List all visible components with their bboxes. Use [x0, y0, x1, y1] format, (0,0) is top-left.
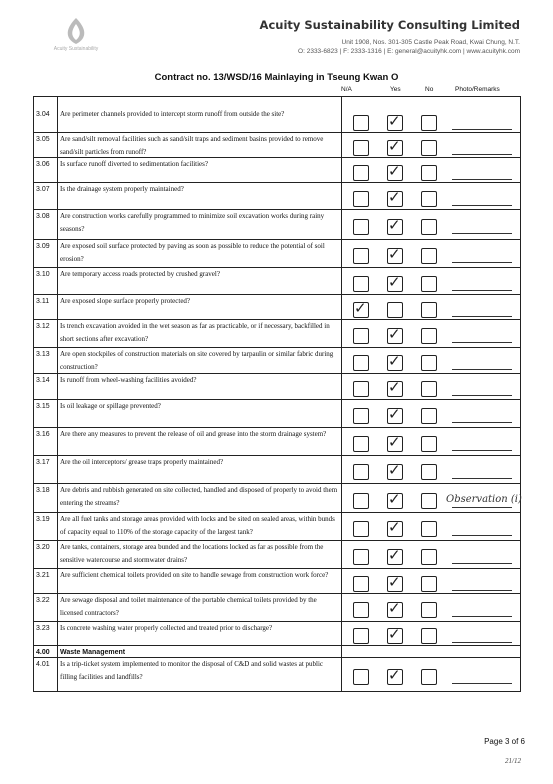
remarks-line[interactable] — [452, 535, 512, 536]
checkbox-na[interactable] — [353, 140, 369, 156]
checkbox-no[interactable] — [421, 602, 437, 618]
checkbox-no[interactable] — [421, 408, 437, 424]
checkbox-na[interactable] — [353, 549, 369, 565]
remarks-line[interactable] — [452, 478, 512, 479]
question-text: Are sand/silt removal facilities such as sand/silt traps and sediment basins provided to remove sand/silt particles from runoff? — [60, 135, 324, 156]
checkbox-na[interactable] — [353, 521, 369, 537]
question-text: Is surface runoff diverted to sedimentation facilities? — [60, 160, 208, 168]
question-text: Is trench excavation avoided in the wet season as far as practicable, or if necessary, backfilled in short sections after excavation? — [60, 322, 330, 343]
question-text: Are sufficient chemical toilets provided on site to handle sewage from construction work force? — [60, 571, 329, 579]
checkbox-na[interactable] — [353, 276, 369, 292]
checkbox-na[interactable] — [353, 669, 369, 685]
col-header-yes: Yes — [390, 86, 401, 93]
remarks-line[interactable] — [452, 507, 512, 508]
item-number: 3.07 — [36, 186, 50, 193]
check-mark-icon: ✓ — [388, 325, 401, 343]
item-number: 3.04 — [36, 111, 50, 118]
item-number: 4.00 — [36, 649, 50, 656]
checkbox-na[interactable] — [353, 493, 369, 509]
check-mark-icon: ✓ — [388, 136, 401, 155]
check-mark-icon: ✓ — [388, 433, 401, 451]
col-header-na: N/A — [341, 86, 352, 93]
question-text: Are construction works carefully programmed to minimize soil excavation works during rainy seasons? — [60, 212, 325, 233]
contact-line: O: 2333-6823 | F: 2333-1316 | E: general@acuityhk.com | www.acuityhk.com — [298, 48, 520, 55]
remarks-line[interactable] — [452, 563, 512, 564]
item-number: 3.10 — [36, 271, 50, 278]
question-text: Are all fuel tanks and storage areas provided with locks and be sited on sealed areas, within bunds of capacity equal to 110% of the storage capacity of the largest tank? — [60, 515, 335, 536]
question-text: Is a trip-ticket system implemented to monitor the disposal of C&D and solid wastes at public filling facilities and landfills? — [60, 660, 324, 681]
item-number: 3.12 — [36, 323, 50, 330]
contract-title: Contract no. 13/WSD/16 Mainlaying in Tseung Kwan O — [154, 72, 399, 83]
section-title: Waste Management — [60, 649, 126, 656]
item-number: 3.20 — [36, 544, 50, 551]
item-number: 3.23 — [36, 625, 50, 632]
question-text: Is runoff from wheel-washing facilities avoided? — [60, 376, 197, 384]
check-mark-icon: ✓ — [388, 666, 401, 684]
checkbox-na[interactable] — [353, 115, 369, 131]
check-mark-icon: ✓ — [388, 111, 401, 130]
check-mark-icon: ✓ — [388, 352, 401, 370]
checkbox-yes[interactable] — [387, 302, 403, 318]
question-text: Is concrete washing water properly collected and treated prior to discharge? — [60, 624, 273, 632]
handwritten-remark: Observation (i) — [446, 494, 522, 505]
checkbox-na[interactable] — [353, 602, 369, 618]
remarks-line[interactable] — [452, 642, 512, 643]
remarks-line[interactable] — [452, 422, 512, 423]
remarks-line[interactable] — [452, 179, 512, 180]
item-number: 3.15 — [36, 403, 50, 410]
check-mark-icon: ✓ — [388, 405, 401, 423]
check-mark-icon: ✓ — [388, 518, 401, 536]
checkbox-no[interactable] — [421, 355, 437, 371]
logo-label: Acuity Sustainability — [53, 46, 99, 52]
question-text: Is oil leakage or spillage prevented? — [60, 402, 161, 410]
checkbox-no[interactable] — [421, 576, 437, 592]
question-text: Are debris and rubbish generated on site collected, handled and disposed of properly to avoid them entering the streams? — [60, 486, 338, 507]
remarks-line[interactable] — [452, 450, 512, 451]
item-number: 4.01 — [36, 661, 50, 668]
question-text: Are tanks, containers, storage area bunded and the locations locked as far as possible from the sensitive watercourse and stormwater drains? — [60, 543, 324, 564]
question-text: Are open stockpiles of construction materials on site covered by tarpaulin or similar fabric during construction? — [60, 350, 334, 371]
checkbox-no[interactable] — [421, 115, 437, 131]
question-text: Are temporary access roads protected by crushed gravel? — [60, 270, 220, 278]
item-number: 3.22 — [36, 597, 50, 604]
checkbox-na[interactable] — [353, 165, 369, 181]
item-number: 3.14 — [36, 377, 50, 384]
check-mark-icon: ✓ — [388, 245, 401, 263]
remarks-line[interactable] — [452, 395, 512, 396]
remarks-line[interactable] — [452, 205, 512, 206]
remarks-line[interactable] — [452, 590, 512, 591]
check-mark-icon: ✓ — [388, 378, 401, 396]
check-mark-icon: ✓ — [388, 161, 401, 180]
item-number: 3.11 — [36, 298, 50, 305]
item-number: 3.09 — [36, 243, 50, 250]
checkbox-no[interactable] — [421, 276, 437, 292]
company-name: Acuity Sustainability Consulting Limited — [259, 18, 520, 32]
question-text: Are perimeter channels provided to intercept storm runoff from outside the site? — [60, 110, 285, 118]
checkbox-no[interactable] — [421, 248, 437, 264]
question-text: Are sewage disposal and toilet maintenance of the portable chemical toilets provided by the licensed contractors? — [60, 596, 317, 617]
checkbox-no[interactable] — [421, 191, 437, 207]
check-mark-icon: ✓ — [388, 625, 401, 643]
check-mark-icon: ✓ — [388, 489, 401, 508]
check-mark-icon: ✓ — [388, 599, 401, 617]
item-number: 3.17 — [36, 459, 50, 466]
col-header-no: No — [425, 86, 434, 93]
check-mark-icon: ✓ — [388, 216, 401, 234]
item-number: 3.21 — [36, 572, 50, 579]
check-mark-icon: ✓ — [388, 461, 401, 479]
check-mark-icon: ✓ — [388, 546, 401, 564]
item-number: 3.16 — [36, 431, 50, 438]
remarks-line[interactable] — [452, 290, 512, 291]
checkbox-no[interactable] — [421, 436, 437, 452]
checkbox-no[interactable] — [421, 669, 437, 685]
checkbox-no[interactable] — [421, 140, 437, 156]
check-mark-icon: ✓ — [388, 572, 401, 591]
checkbox-na[interactable] — [353, 628, 369, 644]
question-text: Are exposed slope surface properly protected? — [60, 297, 191, 305]
remarks-line[interactable] — [452, 683, 512, 684]
company-logo-icon — [56, 14, 96, 60]
remarks-line[interactable] — [452, 369, 512, 370]
checkbox-na[interactable] — [353, 408, 369, 424]
col-header-remarks: Photo/Remarks — [455, 86, 500, 93]
item-number: 3.06 — [36, 161, 50, 168]
check-mark-icon: ✓ — [388, 272, 401, 291]
item-number: 3.13 — [36, 351, 50, 358]
question-text: Are the oil interceptors/ grease traps properly maintained? — [60, 458, 224, 466]
remarks-line[interactable] — [452, 616, 512, 617]
checkbox-na[interactable] — [353, 191, 369, 207]
checkbox-na[interactable] — [353, 381, 369, 397]
checkbox-no[interactable] — [421, 628, 437, 644]
checkbox-no[interactable] — [421, 521, 437, 537]
checkbox-na[interactable] — [353, 355, 369, 371]
checkbox-no[interactable] — [421, 219, 437, 235]
company-address — [200, 38, 520, 56]
remarks-line[interactable] — [452, 154, 512, 155]
checkbox-no[interactable] — [421, 464, 437, 480]
remarks-line[interactable] — [452, 129, 512, 130]
page-number: Page 3 of 6 — [484, 737, 525, 746]
remarks-line[interactable] — [452, 316, 512, 317]
remarks-line[interactable] — [452, 342, 512, 343]
remarks-line[interactable] — [452, 233, 512, 234]
checkbox-no[interactable] — [421, 328, 437, 344]
remarks-line[interactable] — [452, 262, 512, 263]
item-number: 3.19 — [36, 516, 50, 523]
check-mark-icon: ✓ — [354, 298, 367, 317]
checkbox-no[interactable] — [421, 381, 437, 397]
checkbox-na[interactable] — [353, 248, 369, 264]
item-number: 3.18 — [36, 487, 50, 494]
checkbox-na[interactable] — [353, 436, 369, 452]
checkbox-no[interactable] — [421, 302, 437, 318]
check-mark-icon: ✓ — [388, 187, 401, 206]
checkbox-na[interactable] — [353, 576, 369, 592]
item-number: 3.05 — [36, 136, 50, 143]
handwritten-date: 21/12 — [505, 757, 521, 765]
checkbox-na[interactable] — [353, 219, 369, 235]
checkbox-no[interactable] — [421, 493, 437, 509]
checkbox-na[interactable] — [353, 328, 369, 344]
question-text: Are there any measures to prevent the release of oil and grease into the storm drainage system? — [60, 430, 327, 438]
item-number: 3.08 — [36, 213, 50, 220]
checkbox-na[interactable] — [353, 464, 369, 480]
question-text: Are exposed soil surface protected by paving as soon as possible to reduce the potential of soil erosion? — [60, 242, 325, 263]
checkbox-no[interactable] — [421, 549, 437, 565]
question-text: Is the drainage system properly maintained? — [60, 185, 184, 193]
address-line: Unit 1908, Nos. 301-305 Castle Peak Road, Kwai Chung, N.T. — [341, 39, 520, 46]
checkbox-no[interactable] — [421, 165, 437, 181]
